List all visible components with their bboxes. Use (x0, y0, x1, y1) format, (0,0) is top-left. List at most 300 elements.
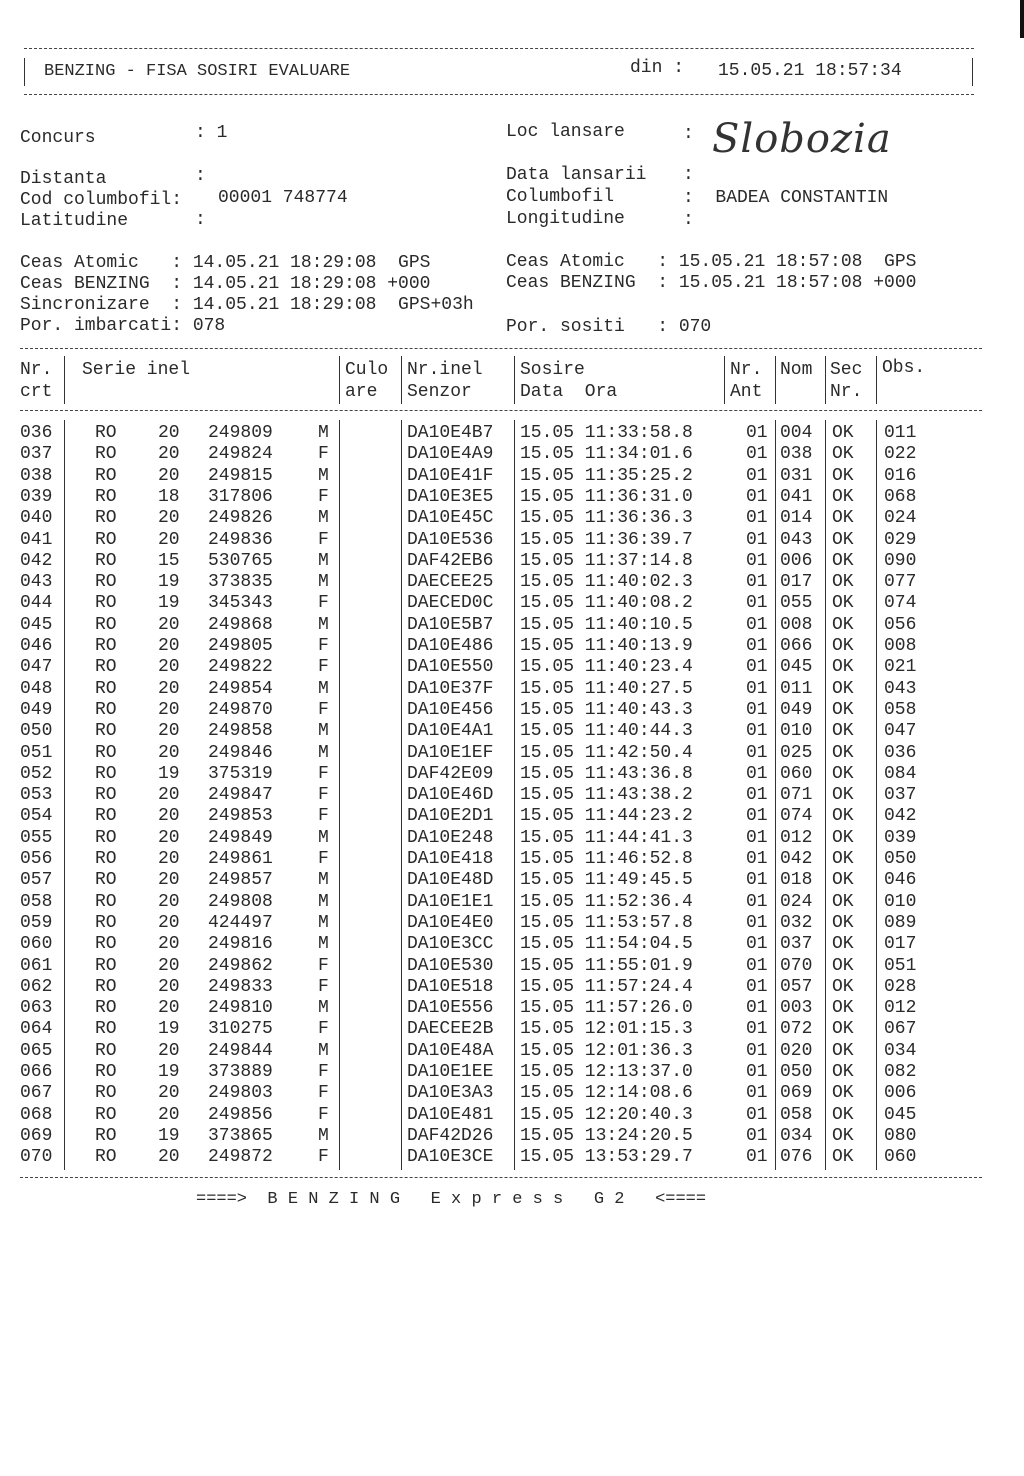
row-country: RO (95, 678, 117, 699)
row-nr: 036 (20, 423, 53, 443)
row-sex: M (318, 870, 329, 891)
row-arrival: 15.05 11:44:23.2 (520, 806, 693, 827)
row-country: RO (95, 699, 117, 720)
row-arrival: 15.05 11:40:10.5 (520, 614, 693, 635)
row-arrival: 15.05 12:13:37.0 (520, 1062, 693, 1082)
row-nr-ant: 01 (746, 1062, 768, 1082)
row-obs: 037 (884, 785, 917, 806)
row-sensor: DA10E37F (407, 678, 494, 699)
row-nr-ant: 01 (746, 423, 768, 443)
row-obs: 068 (884, 486, 917, 507)
table-row (0, 743, 1000, 764)
ceas-atomic-start: Ceas Atomic : 14.05.21 18:29:08 GPS (20, 253, 431, 273)
row-nr-ant: 01 (746, 998, 768, 1019)
row-country: RO (95, 1083, 117, 1104)
row-arrival: 15.05 11:36:36.3 (520, 508, 693, 529)
row-year: 20 (158, 891, 180, 912)
row-year: 20 (158, 806, 180, 827)
row-country: RO (95, 891, 117, 912)
row-year: 20 (158, 1104, 180, 1125)
row-year: 20 (158, 998, 180, 1019)
row-country: RO (95, 1104, 117, 1125)
row-year: 20 (158, 976, 180, 997)
row-nr: 050 (20, 721, 53, 742)
row-nr-ant: 01 (746, 785, 768, 806)
row-country: RO (95, 1040, 117, 1061)
row-obs: 036 (884, 742, 917, 763)
row-obs: 042 (884, 806, 917, 827)
distanta-colon: : (195, 166, 206, 186)
row-obs: 074 (884, 593, 917, 614)
row-nom: 058 (780, 1104, 813, 1125)
row-sensor: DA10E3CE (407, 1147, 494, 1168)
row-ring: 249822 (208, 657, 273, 678)
report-datetime: 15.05.21 18:57:34 (718, 61, 902, 81)
table-row (0, 977, 1000, 998)
distanta-label: Distanta (20, 169, 107, 189)
loc-lansare-colon: : (683, 124, 694, 144)
row-nr: 048 (20, 678, 53, 699)
row-sex: M (318, 721, 329, 742)
row-country: RO (95, 1125, 117, 1146)
row-obs: 006 (884, 1083, 917, 1104)
row-sensor: DAECED0C (407, 593, 494, 614)
row-arrival: 15.05 11:43:36.8 (520, 763, 693, 784)
row-sec: OK (832, 955, 854, 976)
table-top-border (20, 348, 982, 349)
row-sensor: DA10E3E5 (407, 486, 494, 507)
row-sex: M (318, 742, 329, 763)
row-arrival: 15.05 11:43:38.2 (520, 785, 693, 806)
row-sec: OK (832, 1104, 854, 1125)
row-ring: 249824 (208, 444, 273, 465)
row-arrival: 15.05 11:42:50.4 (520, 742, 693, 763)
row-obs: 084 (884, 763, 917, 784)
row-country: RO (95, 593, 117, 614)
row-sex: F (318, 486, 329, 507)
row-sex: F (318, 1062, 329, 1082)
row-country: RO (95, 550, 117, 571)
table-row (0, 636, 1000, 657)
row-sex: M (318, 998, 329, 1019)
row-nom: 003 (780, 998, 813, 1019)
row-nr-ant: 01 (746, 849, 768, 869)
row-country: RO (95, 636, 117, 656)
table-row (0, 487, 1000, 508)
row-obs: 010 (884, 891, 917, 912)
columbofil-value: : BADEA CONSTANTIN (683, 188, 889, 208)
row-ring: 249861 (208, 849, 273, 869)
row-obs: 017 (884, 934, 917, 955)
row-sec: OK (832, 763, 854, 784)
row-nr: 049 (20, 699, 53, 720)
row-arrival: 15.05 12:01:36.3 (520, 1040, 693, 1061)
row-nr-ant: 01 (746, 699, 768, 720)
row-nom: 043 (780, 529, 813, 550)
row-arrival: 15.05 11:49:45.5 (520, 870, 693, 891)
row-country: RO (95, 849, 117, 869)
row-nr-ant: 01 (746, 550, 768, 571)
row-sec: OK (832, 912, 854, 933)
row-year: 20 (158, 699, 180, 720)
row-ring: 249849 (208, 827, 273, 848)
footer-banner: ====> B E N Z I N G E x p r e s s G 2 <==== (196, 1190, 707, 1209)
row-sensor: DA10E456 (407, 699, 494, 720)
row-sec: OK (832, 870, 854, 891)
row-ring: 249803 (208, 1083, 273, 1104)
row-arrival: 15.05 12:14:08.6 (520, 1083, 693, 1104)
row-nom: 011 (780, 678, 813, 699)
row-nr-ant: 01 (746, 678, 768, 699)
row-sex: M (318, 678, 329, 699)
row-nr-ant: 01 (746, 976, 768, 997)
row-year: 19 (158, 1019, 180, 1040)
table-row (0, 466, 1000, 487)
row-nr-ant: 01 (746, 806, 768, 827)
row-ring: 249868 (208, 614, 273, 635)
row-sec: OK (832, 465, 854, 486)
row-nr: 066 (20, 1062, 53, 1082)
row-sex: F (318, 806, 329, 827)
row-nr-ant: 01 (746, 763, 768, 784)
row-nr-ant: 01 (746, 1083, 768, 1104)
row-sex: F (318, 444, 329, 465)
row-year: 20 (158, 465, 180, 486)
table-header-border (20, 410, 982, 411)
row-obs: 082 (884, 1062, 917, 1082)
col-nrinel-label: Nr.inel (407, 360, 483, 380)
row-year: 20 (158, 1040, 180, 1061)
row-arrival: 15.05 11:57:26.0 (520, 998, 693, 1019)
table-row (0, 530, 1000, 551)
row-obs: 012 (884, 998, 917, 1019)
row-arrival: 15.05 11:40:08.2 (520, 593, 693, 614)
row-country: RO (95, 1147, 117, 1168)
row-nr: 070 (20, 1147, 53, 1168)
row-arrival: 15.05 11:57:24.4 (520, 976, 693, 997)
row-sensor: DAECEE25 (407, 572, 494, 593)
header-left-border (24, 58, 25, 86)
row-obs: 056 (884, 614, 917, 635)
row-nr-ant: 01 (746, 444, 768, 465)
row-nom: 071 (780, 785, 813, 806)
row-sensor: DA10E46D (407, 785, 494, 806)
table-row (0, 998, 1000, 1019)
row-sex: M (318, 572, 329, 593)
row-sec: OK (832, 678, 854, 699)
loc-lansare-handwritten: Slobozia (712, 116, 892, 162)
row-ring: 249809 (208, 423, 273, 443)
table-row (0, 934, 1000, 955)
cod-columbofil-label: Cod columbofil: (20, 190, 183, 210)
row-nom: 072 (780, 1019, 813, 1040)
col-sep-5 (724, 356, 725, 404)
porumbei-imbarcati: Por. imbarcati: 078 (20, 316, 226, 336)
col-data-ora-label: Data Ora (520, 382, 618, 402)
row-ring: 249858 (208, 721, 273, 742)
row-nom: 006 (780, 550, 813, 571)
row-obs: 045 (884, 1104, 917, 1125)
ceas-benzing-end: Ceas BENZING : 15.05.21 18:57:08 +000 (506, 273, 917, 293)
row-nr: 059 (20, 912, 53, 933)
table-row (0, 508, 1000, 529)
row-sec: OK (832, 785, 854, 806)
row-sex: F (318, 763, 329, 784)
row-country: RO (95, 721, 117, 742)
row-ring: 249846 (208, 742, 273, 763)
row-nr: 045 (20, 614, 53, 635)
row-nr-ant: 01 (746, 827, 768, 848)
row-sensor: DAF42EB6 (407, 550, 494, 571)
row-obs: 080 (884, 1125, 917, 1146)
ceas-benzing-start: Ceas BENZING : 14.05.21 18:29:08 +000 (20, 274, 431, 294)
row-year: 20 (158, 1147, 180, 1168)
row-sec: OK (832, 529, 854, 550)
row-year: 20 (158, 657, 180, 678)
row-arrival: 15.05 11:34:01.6 (520, 444, 693, 465)
row-sec: OK (832, 934, 854, 955)
row-year: 19 (158, 763, 180, 784)
row-country: RO (95, 1019, 117, 1040)
row-nr-ant: 01 (746, 955, 768, 976)
row-sex: F (318, 529, 329, 550)
row-sex: F (318, 1147, 329, 1168)
row-sensor: DAECEE2B (407, 1019, 494, 1040)
row-obs: 034 (884, 1040, 917, 1061)
row-nr: 065 (20, 1040, 53, 1061)
col-sep-6 (775, 356, 776, 404)
row-arrival: 15.05 12:20:40.3 (520, 1104, 693, 1125)
table-row (0, 615, 1000, 636)
row-year: 19 (158, 593, 180, 614)
row-arrival: 15.05 11:37:14.8 (520, 550, 693, 571)
table-row (0, 657, 1000, 678)
table-row (0, 828, 1000, 849)
row-arrival: 15.05 11:40:13.9 (520, 636, 693, 656)
row-country: RO (95, 1062, 117, 1082)
row-sex: M (318, 934, 329, 955)
row-nr-ant: 01 (746, 572, 768, 593)
row-nom: 042 (780, 849, 813, 869)
row-sensor: DAF42E09 (407, 763, 494, 784)
row-nr-ant: 01 (746, 1104, 768, 1125)
table-bottom-border (20, 1177, 982, 1178)
row-sec: OK (832, 550, 854, 571)
col-nr-ant-label-2: Ant (730, 382, 763, 402)
header-right-border (972, 58, 973, 86)
row-nom: 055 (780, 593, 813, 614)
row-ring: 249844 (208, 1040, 273, 1061)
table-row (0, 1019, 1000, 1040)
row-nom: 076 (780, 1147, 813, 1168)
row-sex: M (318, 1125, 329, 1146)
row-ring: 249854 (208, 678, 273, 699)
row-nom: 017 (780, 572, 813, 593)
row-nom: 010 (780, 721, 813, 742)
row-country: RO (95, 785, 117, 806)
row-nom: 012 (780, 827, 813, 848)
row-arrival: 15.05 11:36:39.7 (520, 529, 693, 550)
sincronizare: Sincronizare : 14.05.21 18:29:08 GPS+03h (20, 295, 474, 315)
row-nom: 041 (780, 486, 813, 507)
row-nom: 034 (780, 1125, 813, 1146)
row-sex: M (318, 614, 329, 635)
row-obs: 067 (884, 1019, 917, 1040)
longitudine-colon: : (683, 210, 694, 230)
row-sec: OK (832, 1062, 854, 1082)
row-year: 20 (158, 721, 180, 742)
row-sensor: DA10E4A9 (407, 444, 494, 465)
table-row (0, 1105, 1000, 1126)
row-arrival: 15.05 11:44:41.3 (520, 827, 693, 848)
row-country: RO (95, 614, 117, 635)
row-arrival: 15.05 12:01:15.3 (520, 1019, 693, 1040)
row-sec: OK (832, 486, 854, 507)
row-nom: 024 (780, 891, 813, 912)
col-sep-1 (64, 356, 65, 404)
row-nr-ant: 01 (746, 636, 768, 656)
row-year: 20 (158, 444, 180, 465)
row-sex: M (318, 1040, 329, 1061)
row-obs: 029 (884, 529, 917, 550)
table-row (0, 764, 1000, 785)
row-nom: 020 (780, 1040, 813, 1061)
row-obs: 039 (884, 827, 917, 848)
row-sec: OK (832, 508, 854, 529)
row-ring: 373889 (208, 1062, 273, 1082)
row-obs: 051 (884, 955, 917, 976)
col-serie-label: Serie inel (82, 360, 191, 380)
row-nr: 067 (20, 1083, 53, 1104)
row-obs: 050 (884, 849, 917, 869)
row-nom: 060 (780, 763, 813, 784)
row-sensor: DA10E4E0 (407, 912, 494, 933)
row-arrival: 15.05 11:40:44.3 (520, 721, 693, 742)
row-nr-ant: 01 (746, 465, 768, 486)
row-nr: 052 (20, 763, 53, 784)
row-year: 20 (158, 912, 180, 933)
row-arrival: 15.05 11:35:25.2 (520, 465, 693, 486)
din-label: din : (630, 58, 685, 78)
row-sensor: DA10E3CC (407, 934, 494, 955)
row-country: RO (95, 806, 117, 827)
col-obs-label: Obs. (882, 358, 926, 378)
row-sex: F (318, 785, 329, 806)
row-sex: F (318, 976, 329, 997)
row-country: RO (95, 657, 117, 678)
row-sensor: DA10E518 (407, 976, 494, 997)
row-sex: F (318, 593, 329, 614)
row-sec: OK (832, 891, 854, 912)
row-sec: OK (832, 1040, 854, 1061)
row-sec: OK (832, 1147, 854, 1168)
row-year: 20 (158, 614, 180, 635)
row-year: 20 (158, 423, 180, 443)
row-sec: OK (832, 1125, 854, 1146)
row-sex: F (318, 1083, 329, 1104)
col-sosire-label: Sosire (520, 360, 585, 380)
col-nom-label: Nom (780, 360, 813, 380)
row-nr: 061 (20, 955, 53, 976)
row-country: RO (95, 976, 117, 997)
row-nr: 054 (20, 806, 53, 827)
row-sec: OK (832, 1019, 854, 1040)
row-sex: M (318, 912, 329, 933)
row-sensor: DA10E418 (407, 849, 494, 869)
row-country: RO (95, 508, 117, 529)
row-sex: F (318, 955, 329, 976)
row-sec: OK (832, 827, 854, 848)
table-row (0, 806, 1000, 827)
row-arrival: 15.05 11:36:31.0 (520, 486, 693, 507)
row-nr: 058 (20, 891, 53, 912)
row-sec: OK (832, 636, 854, 656)
row-nr-ant: 01 (746, 742, 768, 763)
row-country: RO (95, 763, 117, 784)
row-nom: 050 (780, 1062, 813, 1082)
data-lansarii-colon: : (683, 165, 694, 185)
row-ring: 249833 (208, 976, 273, 997)
row-sex: F (318, 636, 329, 656)
row-sec: OK (832, 572, 854, 593)
row-nr: 047 (20, 657, 53, 678)
row-year: 20 (158, 955, 180, 976)
row-nr: 068 (20, 1104, 53, 1125)
row-ring: 249872 (208, 1147, 273, 1168)
row-obs: 047 (884, 721, 917, 742)
header-top-border (24, 48, 974, 49)
col-sep-8 (876, 356, 877, 404)
concurs-label: Concurs (20, 128, 96, 148)
row-sex: F (318, 1019, 329, 1040)
table-row (0, 444, 1000, 465)
row-nr: 060 (20, 934, 53, 955)
row-sec: OK (832, 721, 854, 742)
row-sec: OK (832, 614, 854, 635)
row-nr: 039 (20, 486, 53, 507)
row-nr: 037 (20, 444, 53, 465)
row-sex: M (318, 891, 329, 912)
table-row (0, 593, 1000, 614)
row-nr-ant: 01 (746, 934, 768, 955)
table-row (0, 700, 1000, 721)
row-year: 20 (158, 742, 180, 763)
row-arrival: 15.05 13:24:20.5 (520, 1125, 693, 1146)
row-ring: 373865 (208, 1125, 273, 1146)
row-sensor: DA10E530 (407, 955, 494, 976)
row-nr: 042 (20, 550, 53, 571)
row-ring: 310275 (208, 1019, 273, 1040)
row-sensor: DA10E550 (407, 657, 494, 678)
row-arrival: 15.05 11:55:01.9 (520, 955, 693, 976)
row-ring: 249870 (208, 699, 273, 720)
row-nom: 037 (780, 934, 813, 955)
row-obs: 011 (884, 423, 917, 443)
report-title: BENZING - FISA SOSIRI EVALUARE (44, 62, 351, 81)
row-sensor: DA10E486 (407, 636, 494, 656)
row-ring: 424497 (208, 912, 273, 933)
columbofil-label: Columbofil (506, 187, 615, 207)
row-nr-ant: 01 (746, 529, 768, 550)
row-sec: OK (832, 423, 854, 443)
row-ring: 373835 (208, 572, 273, 593)
row-arrival: 15.05 13:53:29.7 (520, 1147, 693, 1168)
row-sensor: DA10E41F (407, 465, 494, 486)
col-culo-label: Culo (345, 360, 389, 380)
row-obs: 090 (884, 550, 917, 571)
row-sec: OK (832, 976, 854, 997)
row-obs: 022 (884, 444, 917, 465)
